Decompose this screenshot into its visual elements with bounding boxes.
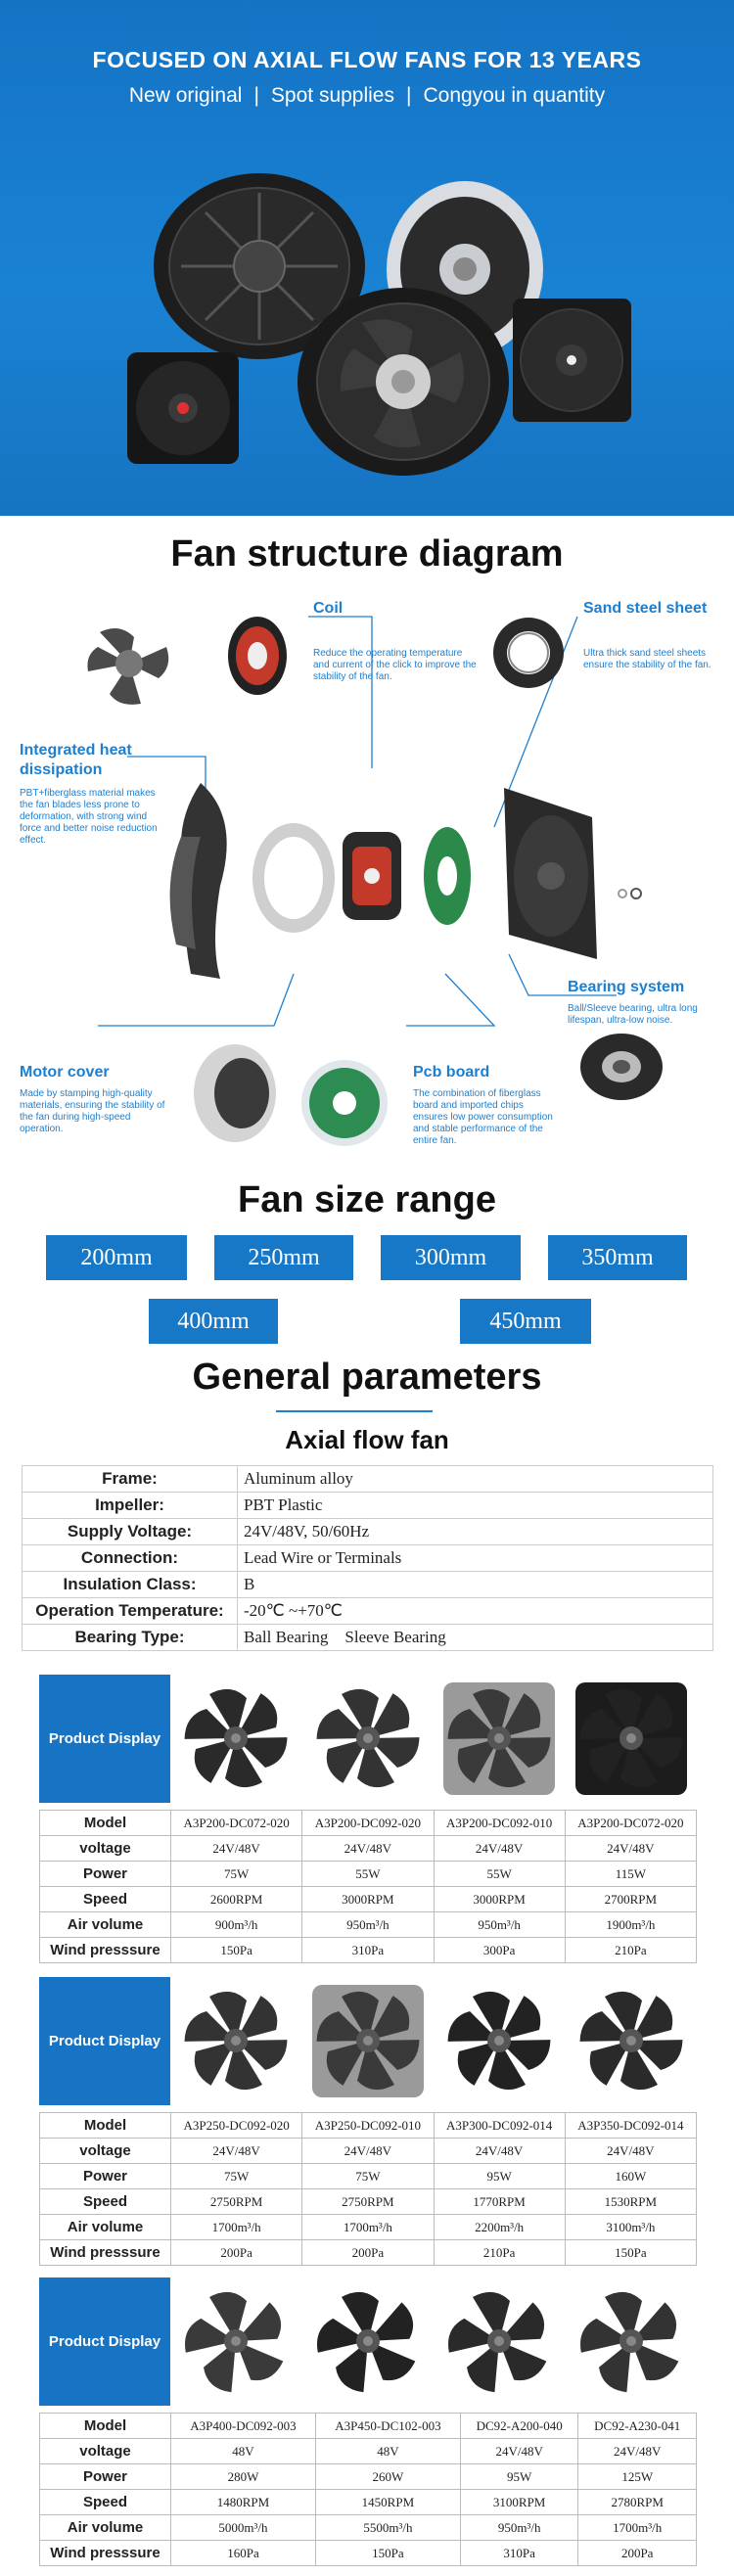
- size-option-350[interactable]: 350mm: [548, 1235, 687, 1280]
- spec-cell-speed: 2750RPM: [302, 2189, 434, 2215]
- spec-row-label: Speed: [40, 2490, 171, 2515]
- product-display-label: Product Display: [39, 1977, 170, 2105]
- label-sand-title: Sand steel sheet: [583, 600, 708, 617]
- spec-cell-speed: 3000RPM: [302, 1887, 434, 1912]
- banner-title: FOCUSED ON AXIAL FLOW FANS FOR 13 YEARS: [92, 47, 642, 72]
- axial-fan-icon: [566, 1977, 697, 2105]
- spec-cell-voltage: 24V/48V: [578, 2439, 697, 2464]
- small-fan-image: [125, 350, 241, 466]
- spec-row-label: Model: [40, 2414, 171, 2439]
- param-key: Frame:: [23, 1466, 238, 1493]
- spec-table: [39, 2112, 697, 2266]
- impeller-icon: [80, 618, 178, 711]
- spec-cell-power: 280W: [171, 2464, 316, 2490]
- spec-cell-air: 1700m³/h: [171, 2215, 302, 2240]
- spec-cell-wind: 210Pa: [565, 1938, 696, 1963]
- spec-cell-air: 950m³/h: [302, 1912, 434, 1938]
- spec-row-label: voltage: [40, 2439, 171, 2464]
- size-option-450[interactable]: 450mm: [460, 1299, 591, 1344]
- table-row: [40, 1811, 697, 1836]
- table-row: [23, 1572, 713, 1598]
- table-row: [40, 2541, 697, 2566]
- axial-fan-icon: [434, 1675, 565, 1803]
- spec-row-label: Air volume: [40, 2515, 171, 2541]
- spec-cell-voltage: 24V/48V: [565, 1836, 696, 1862]
- table-row: [40, 2464, 697, 2490]
- table-row: [40, 1912, 697, 1938]
- spec-cell-speed: 1480RPM: [171, 2490, 316, 2515]
- housing-icon: [494, 778, 607, 969]
- table-row: [40, 2113, 697, 2139]
- param-value: B: [238, 1572, 713, 1598]
- spec-cell-model: A3P450-DC102-003: [315, 2414, 460, 2439]
- table-row: [23, 1625, 713, 1651]
- label-motor-desc: Made by stamping high-quality materials, ensuring the stability of the fan during high-speed operation.: [20, 1088, 165, 1134]
- spec-cell-voltage: 24V/48V: [565, 2139, 696, 2164]
- spec-cell-power: 260W: [315, 2464, 460, 2490]
- spec-row-label: voltage: [40, 1836, 171, 1862]
- spec-cell-air: 1700m³/h: [578, 2515, 697, 2541]
- spec-cell-power: 55W: [302, 1862, 434, 1887]
- motor-ring-icon: [250, 819, 338, 937]
- table-row: [40, 2439, 697, 2464]
- spec-cell-speed: 3000RPM: [434, 1887, 565, 1912]
- spec-cell-voltage: 24V/48V: [171, 1836, 302, 1862]
- axial-fan-icon: [170, 2277, 301, 2406]
- table-row: [40, 1938, 697, 1963]
- param-key: Connection:: [23, 1545, 238, 1572]
- axial-fan-icon: [434, 2277, 565, 2406]
- table-row: [40, 2139, 697, 2164]
- axial-fan-icon: [302, 1675, 434, 1803]
- product-group-2: [39, 1977, 697, 2271]
- spec-row-label: Power: [40, 2164, 171, 2189]
- spec-row-label: Air volume: [40, 2215, 171, 2240]
- axial-fan-icon: [566, 2277, 697, 2406]
- coil-icon: [223, 612, 292, 700]
- spec-cell-model: A3P350-DC092-014: [565, 2113, 696, 2139]
- spec-cell-model: A3P200-DC072-020: [565, 1811, 696, 1836]
- banner-separator: |: [253, 84, 259, 107]
- spec-cell-model: A3P250-DC092-020: [171, 2113, 302, 2139]
- spec-row-label: Speed: [40, 1887, 171, 1912]
- banner-subtitle: [0, 84, 734, 108]
- spec-cell-model: A3P300-DC092-014: [434, 2113, 565, 2139]
- pcb-ring-icon: [421, 822, 475, 930]
- general-params-table: [22, 1465, 713, 1651]
- param-value: Ball Bearing Sleeve Bearing: [238, 1625, 713, 1651]
- spec-cell-model: A3P400-DC092-003: [171, 2414, 316, 2439]
- spec-cell-model: A3P200-DC092-010: [434, 1811, 565, 1836]
- spec-cell-wind: 150Pa: [565, 2240, 696, 2266]
- spec-cell-power: 125W: [578, 2464, 697, 2490]
- spec-cell-power: 115W: [565, 1862, 696, 1887]
- spec-cell-speed: 2700RPM: [565, 1887, 696, 1912]
- spec-cell-voltage: 24V/48V: [302, 1836, 434, 1862]
- spec-row-label: Wind presssure: [40, 2240, 171, 2266]
- param-value: PBT Plastic: [238, 1493, 713, 1519]
- square-fan-image: [511, 297, 633, 424]
- table-row: [40, 1836, 697, 1862]
- small-part-icon: [615, 884, 644, 903]
- spec-cell-voltage: 48V: [171, 2439, 316, 2464]
- spec-row-label: Wind presssure: [40, 1938, 171, 1963]
- table-row: [23, 1466, 713, 1493]
- spec-cell-air: 1900m³/h: [565, 1912, 696, 1938]
- product-group-3: [39, 2277, 697, 2571]
- product-display-label: Product Display: [39, 2277, 170, 2406]
- table-row: [40, 2215, 697, 2240]
- table-row: [40, 2189, 697, 2215]
- spec-cell-wind: 200Pa: [302, 2240, 434, 2266]
- size-option-250[interactable]: 250mm: [214, 1235, 353, 1280]
- spec-cell-wind: 200Pa: [578, 2541, 697, 2566]
- axial-fan-icon: [566, 1675, 697, 1803]
- param-value: Lead Wire or Terminals: [238, 1545, 713, 1572]
- spec-cell-wind: 310Pa: [302, 1938, 434, 1963]
- axial-fan-subtitle: Axial flow fan: [285, 1425, 449, 1454]
- spec-cell-air: 5000m³/h: [171, 2515, 316, 2541]
- label-motor-title: Motor cover: [20, 1064, 110, 1081]
- spec-cell-speed: 1530RPM: [565, 2189, 696, 2215]
- table-row: [23, 1598, 713, 1625]
- pcb-icon: [298, 1057, 391, 1150]
- table-row: [40, 1887, 697, 1912]
- axial-fan-icon: [302, 2277, 434, 2406]
- spec-cell-model: A3P200-DC092-020: [302, 1811, 434, 1836]
- param-key: Bearing Type:: [23, 1625, 238, 1651]
- spec-cell-model: A3P200-DC072-020: [171, 1811, 302, 1836]
- spec-row-label: Wind presssure: [40, 2541, 171, 2566]
- spec-row-label: Model: [40, 1811, 171, 1836]
- spec-cell-speed: 2750RPM: [171, 2189, 302, 2215]
- spec-cell-air: 2200m³/h: [434, 2215, 565, 2240]
- table-row: [40, 2240, 697, 2266]
- spec-cell-wind: 150Pa: [315, 2541, 460, 2566]
- blade-icon: [161, 778, 250, 984]
- label-pcb-desc: The combination of fiberglass board and imported chips ensures low power consumption and stable performance of the entire fan.: [413, 1088, 553, 1146]
- spec-cell-wind: 300Pa: [434, 1938, 565, 1963]
- spec-cell-power: 55W: [434, 1862, 565, 1887]
- size-range-title: Fan size range: [238, 1179, 496, 1220]
- param-key: Operation Temperature:: [23, 1598, 238, 1625]
- param-key: Supply Voltage:: [23, 1519, 238, 1545]
- spec-row-label: voltage: [40, 2139, 171, 2164]
- spec-cell-speed: 2780RPM: [578, 2490, 697, 2515]
- title-underline: [276, 1410, 433, 1412]
- label-pcb-title: Pcb board: [413, 1064, 490, 1081]
- spec-row-label: Speed: [40, 2189, 171, 2215]
- spec-row-label: Air volume: [40, 1912, 171, 1938]
- spec-cell-air: 900m³/h: [171, 1912, 302, 1938]
- param-key: Impeller:: [23, 1493, 238, 1519]
- spec-cell-power: 95W: [434, 2164, 565, 2189]
- spec-cell-wind: 150Pa: [171, 1938, 302, 1963]
- spec-row-label: Model: [40, 2113, 171, 2139]
- spec-cell-wind: 160Pa: [171, 2541, 316, 2566]
- size-option-400[interactable]: 400mm: [149, 1299, 278, 1344]
- spec-row-label: Power: [40, 2464, 171, 2490]
- param-value: Aluminum alloy: [238, 1466, 713, 1493]
- spec-cell-voltage: 24V/48V: [434, 1836, 565, 1862]
- spec-cell-power: 75W: [171, 2164, 302, 2189]
- axial-fan-icon: [170, 1977, 301, 2105]
- sand-steel-icon: [489, 614, 568, 692]
- spec-cell-air: 950m³/h: [460, 2515, 578, 2541]
- label-coil-desc: Reduce the operating temperature and current of the click to improve the stability of the fan.: [313, 648, 477, 682]
- param-value: 24V/48V, 50/60Hz: [238, 1519, 713, 1545]
- hero-banner: [0, 0, 734, 516]
- table-row: [23, 1519, 713, 1545]
- spec-cell-air: 3100m³/h: [565, 2215, 696, 2240]
- spec-cell-wind: 310Pa: [460, 2541, 578, 2566]
- spec-cell-speed: 3100RPM: [460, 2490, 578, 2515]
- spec-cell-model: DC92-A230-041: [578, 2414, 697, 2439]
- size-option-300[interactable]: 300mm: [381, 1235, 521, 1280]
- table-row: [23, 1545, 713, 1572]
- spec-table: [39, 2413, 697, 2566]
- spec-cell-voltage: 48V: [315, 2439, 460, 2464]
- bearing-icon: [577, 1031, 665, 1104]
- label-heat-desc: PBT+fiberglass material makes the fan blades less prone to deformation, with strong wind force and better noise reduction effect.: [20, 788, 158, 846]
- label-bearing-title: Bearing system: [568, 979, 685, 995]
- axial-fan-icon: [170, 1675, 301, 1803]
- spec-cell-wind: 200Pa: [171, 2240, 302, 2266]
- size-option-200[interactable]: 200mm: [46, 1235, 187, 1280]
- spec-cell-wind: 210Pa: [434, 2240, 565, 2266]
- motor-cover-icon: [191, 1042, 279, 1145]
- table-row: [40, 2164, 697, 2189]
- spec-cell-power: 75W: [302, 2164, 434, 2189]
- banner-sub-quantity: Congyou in quantity: [423, 84, 606, 107]
- table-row: [23, 1493, 713, 1519]
- spec-cell-power: 75W: [171, 1862, 302, 1887]
- spec-cell-voltage: 24V/48V: [434, 2139, 565, 2164]
- banner-separator: |: [406, 84, 412, 107]
- rotor-icon: [333, 822, 411, 930]
- table-row: [40, 2414, 697, 2439]
- table-row: [40, 2515, 697, 2541]
- spec-cell-air: 950m³/h: [434, 1912, 565, 1938]
- label-heat-title: Integrated heat dissipation: [20, 742, 132, 778]
- spec-cell-power: 160W: [565, 2164, 696, 2189]
- banner-sub-spot: Spot supplies: [270, 84, 394, 107]
- spec-cell-air: 1700m³/h: [302, 2215, 434, 2240]
- label-bearing-desc: Ball/Sleeve bearing, ultra long lifespan, ultra-low noise.: [568, 1003, 698, 1026]
- product-group-1: [39, 1675, 697, 1968]
- table-row: [40, 2490, 697, 2515]
- param-value: -20℃ ~+70℃: [238, 1598, 713, 1625]
- center-fan-image: [294, 284, 514, 480]
- label-coil-title: Coil: [313, 600, 344, 617]
- spec-cell-voltage: 24V/48V: [302, 2139, 434, 2164]
- label-sand-desc: Ultra thick sand steel sheets ensure the stability of the fan.: [583, 648, 711, 670]
- spec-cell-voltage: 24V/48V: [171, 2139, 302, 2164]
- spec-cell-model: DC92-A200-040: [460, 2414, 578, 2439]
- spec-cell-voltage: 24V/48V: [460, 2439, 578, 2464]
- general-params-title: General parameters: [192, 1357, 542, 1398]
- spec-cell-model: A3P250-DC092-010: [302, 2113, 434, 2139]
- axial-fan-icon: [434, 1977, 565, 2105]
- banner-sub-original: New original: [128, 84, 243, 107]
- axial-fan-icon: [302, 1977, 434, 2105]
- spec-cell-speed: 1770RPM: [434, 2189, 565, 2215]
- param-key: Insulation Class:: [23, 1572, 238, 1598]
- spec-row-label: Power: [40, 1862, 171, 1887]
- spec-cell-speed: 1450RPM: [315, 2490, 460, 2515]
- spec-cell-speed: 2600RPM: [171, 1887, 302, 1912]
- spec-table: [39, 1810, 697, 1963]
- structure-diagram: [0, 592, 734, 1150]
- structure-title: Fan structure diagram: [170, 533, 564, 575]
- table-row: [40, 1862, 697, 1887]
- spec-cell-air: 5500m³/h: [315, 2515, 460, 2541]
- product-display-label: Product Display: [39, 1675, 170, 1803]
- spec-cell-power: 95W: [460, 2464, 578, 2490]
